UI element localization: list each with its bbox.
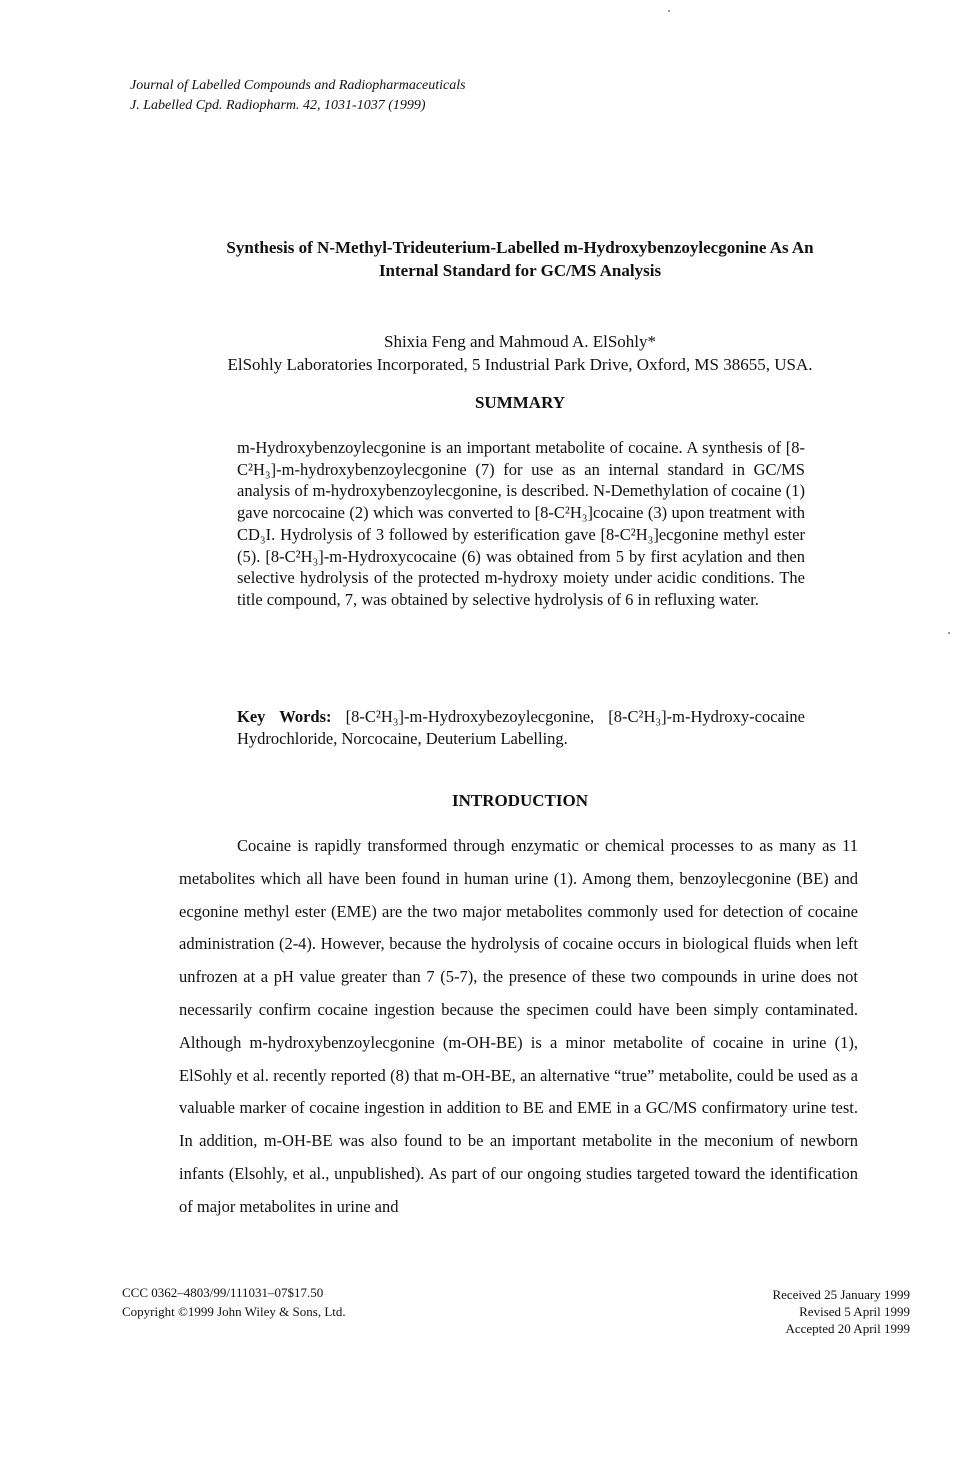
keywords-text: [8-C²H₃]-m-Hydroxybezoylecgonine, [8-C²H₃]-m-Hydroxy-cocaine Hydrochloride, Norcocaine, Deuterium Labelling. (237, 707, 806, 748)
introduction-heading: INTRODUCTION (451, 791, 589, 810)
summary-abstract (237, 437, 805, 611)
revised-date: Revised 5 April 1999 (799, 1304, 910, 1319)
journal-citation: J. Labelled Cpd. Radiopharm. 42, 1031-1037 (1999) (130, 98, 426, 113)
summary-paragraph: m-Hydroxybenzoylecgonine is an important metabolite of cocaine. A synthesis of [8-C²H₃]-m-hydroxybenzoylecgonine (7) for use as an internal standard in GC/MS analysis of m-hydroxybenzoylecgonine, is described. N-Demethylation of cocaine (1) gave norcocaine (2) which was converted to [8-C²H₃]cocaine (3) upon treatment with CD₃I. Hydrolysis of 3 followed by esterification gave [8-C²H₃]ecgonine methyl ester (5). [8-C²H₃]-m-Hydroxycocaine (6) was obtained from 5 by first acylation and then selective hydrolysis of the protected m-hydroxy moiety under acidic conditions. The title compound, 7, was obtained by selective hydrolysis of 6 in refluxing water. (237, 438, 805, 609)
summary-heading: SUMMARY (474, 393, 566, 412)
keywords-label: Key Words: (237, 707, 332, 726)
ccc-code: CCC 0362–4803/99/111031–07$17.50 (122, 1285, 324, 1300)
title-line-1: Synthesis of N-Methyl-Trideuterium-Labelled m-Hydroxybenzoylecgonine As An (226, 238, 814, 257)
author-names: Shixia Feng and Mahmoud A. ElSohly* (384, 332, 656, 351)
copyright-notice: Copyright ©1999 John Wiley & Sons, Ltd. (122, 1304, 346, 1319)
paper-title (150, 236, 890, 282)
footer-left (122, 1283, 346, 1321)
scan-speck (948, 632, 950, 634)
keywords-block (237, 706, 805, 750)
journal-header (130, 76, 466, 116)
scan-speck (668, 10, 670, 12)
accepted-date: Accepted 20 April 1999 (785, 1321, 910, 1336)
introduction-paragraph: Cocaine is rapidly transformed through enzymatic or chemical processes to as many as 11 metabolites which all have been found in human urine (1). Among them, benzoylecgonine (BE) and ecgonine methyl ester (EME) are the two major metabolites commonly used for detection of cocaine administration (2-4). However, because the hydrolysis of cocaine occurs in biological fluids when left unfrozen at a pH value greater than 7 (5-7), the presence of these two compounds in urine does not necessarily confirm cocaine ingestion because the specimen could have been simply contaminated. Although m-hydroxybenzoylecgonine (m-OH-BE) is a minor metabolite of cocaine in urine (1), ElSohly et al. recently reported (8) that m-OH-BE, an alternative “true” metabolite, could be used as a valuable marker of cocaine ingestion in addition to BE and EME in a GC/MS confirmatory urine test. In addition, m-OH-BE was also found to be an important metabolite in the meconium of newborn infants (Elsohly, et al., unpublished). As part of our ongoing studies targeted toward the identification of major metabolites in urine and (179, 836, 858, 1216)
journal-name: Journal of Labelled Compounds and Radiopharmaceuticals (130, 78, 466, 93)
title-line-2: Internal Standard for GC/MS Analysis (378, 261, 662, 280)
received-date: Received 25 January 1999 (772, 1287, 910, 1302)
footer-dates (772, 1286, 910, 1337)
author-affiliation: ElSohly Laboratories Incorporated, 5 Industrial Park Drive, Oxford, MS 38655, USA. (227, 355, 813, 374)
introduction-body (179, 830, 858, 1224)
author-block (150, 330, 890, 376)
